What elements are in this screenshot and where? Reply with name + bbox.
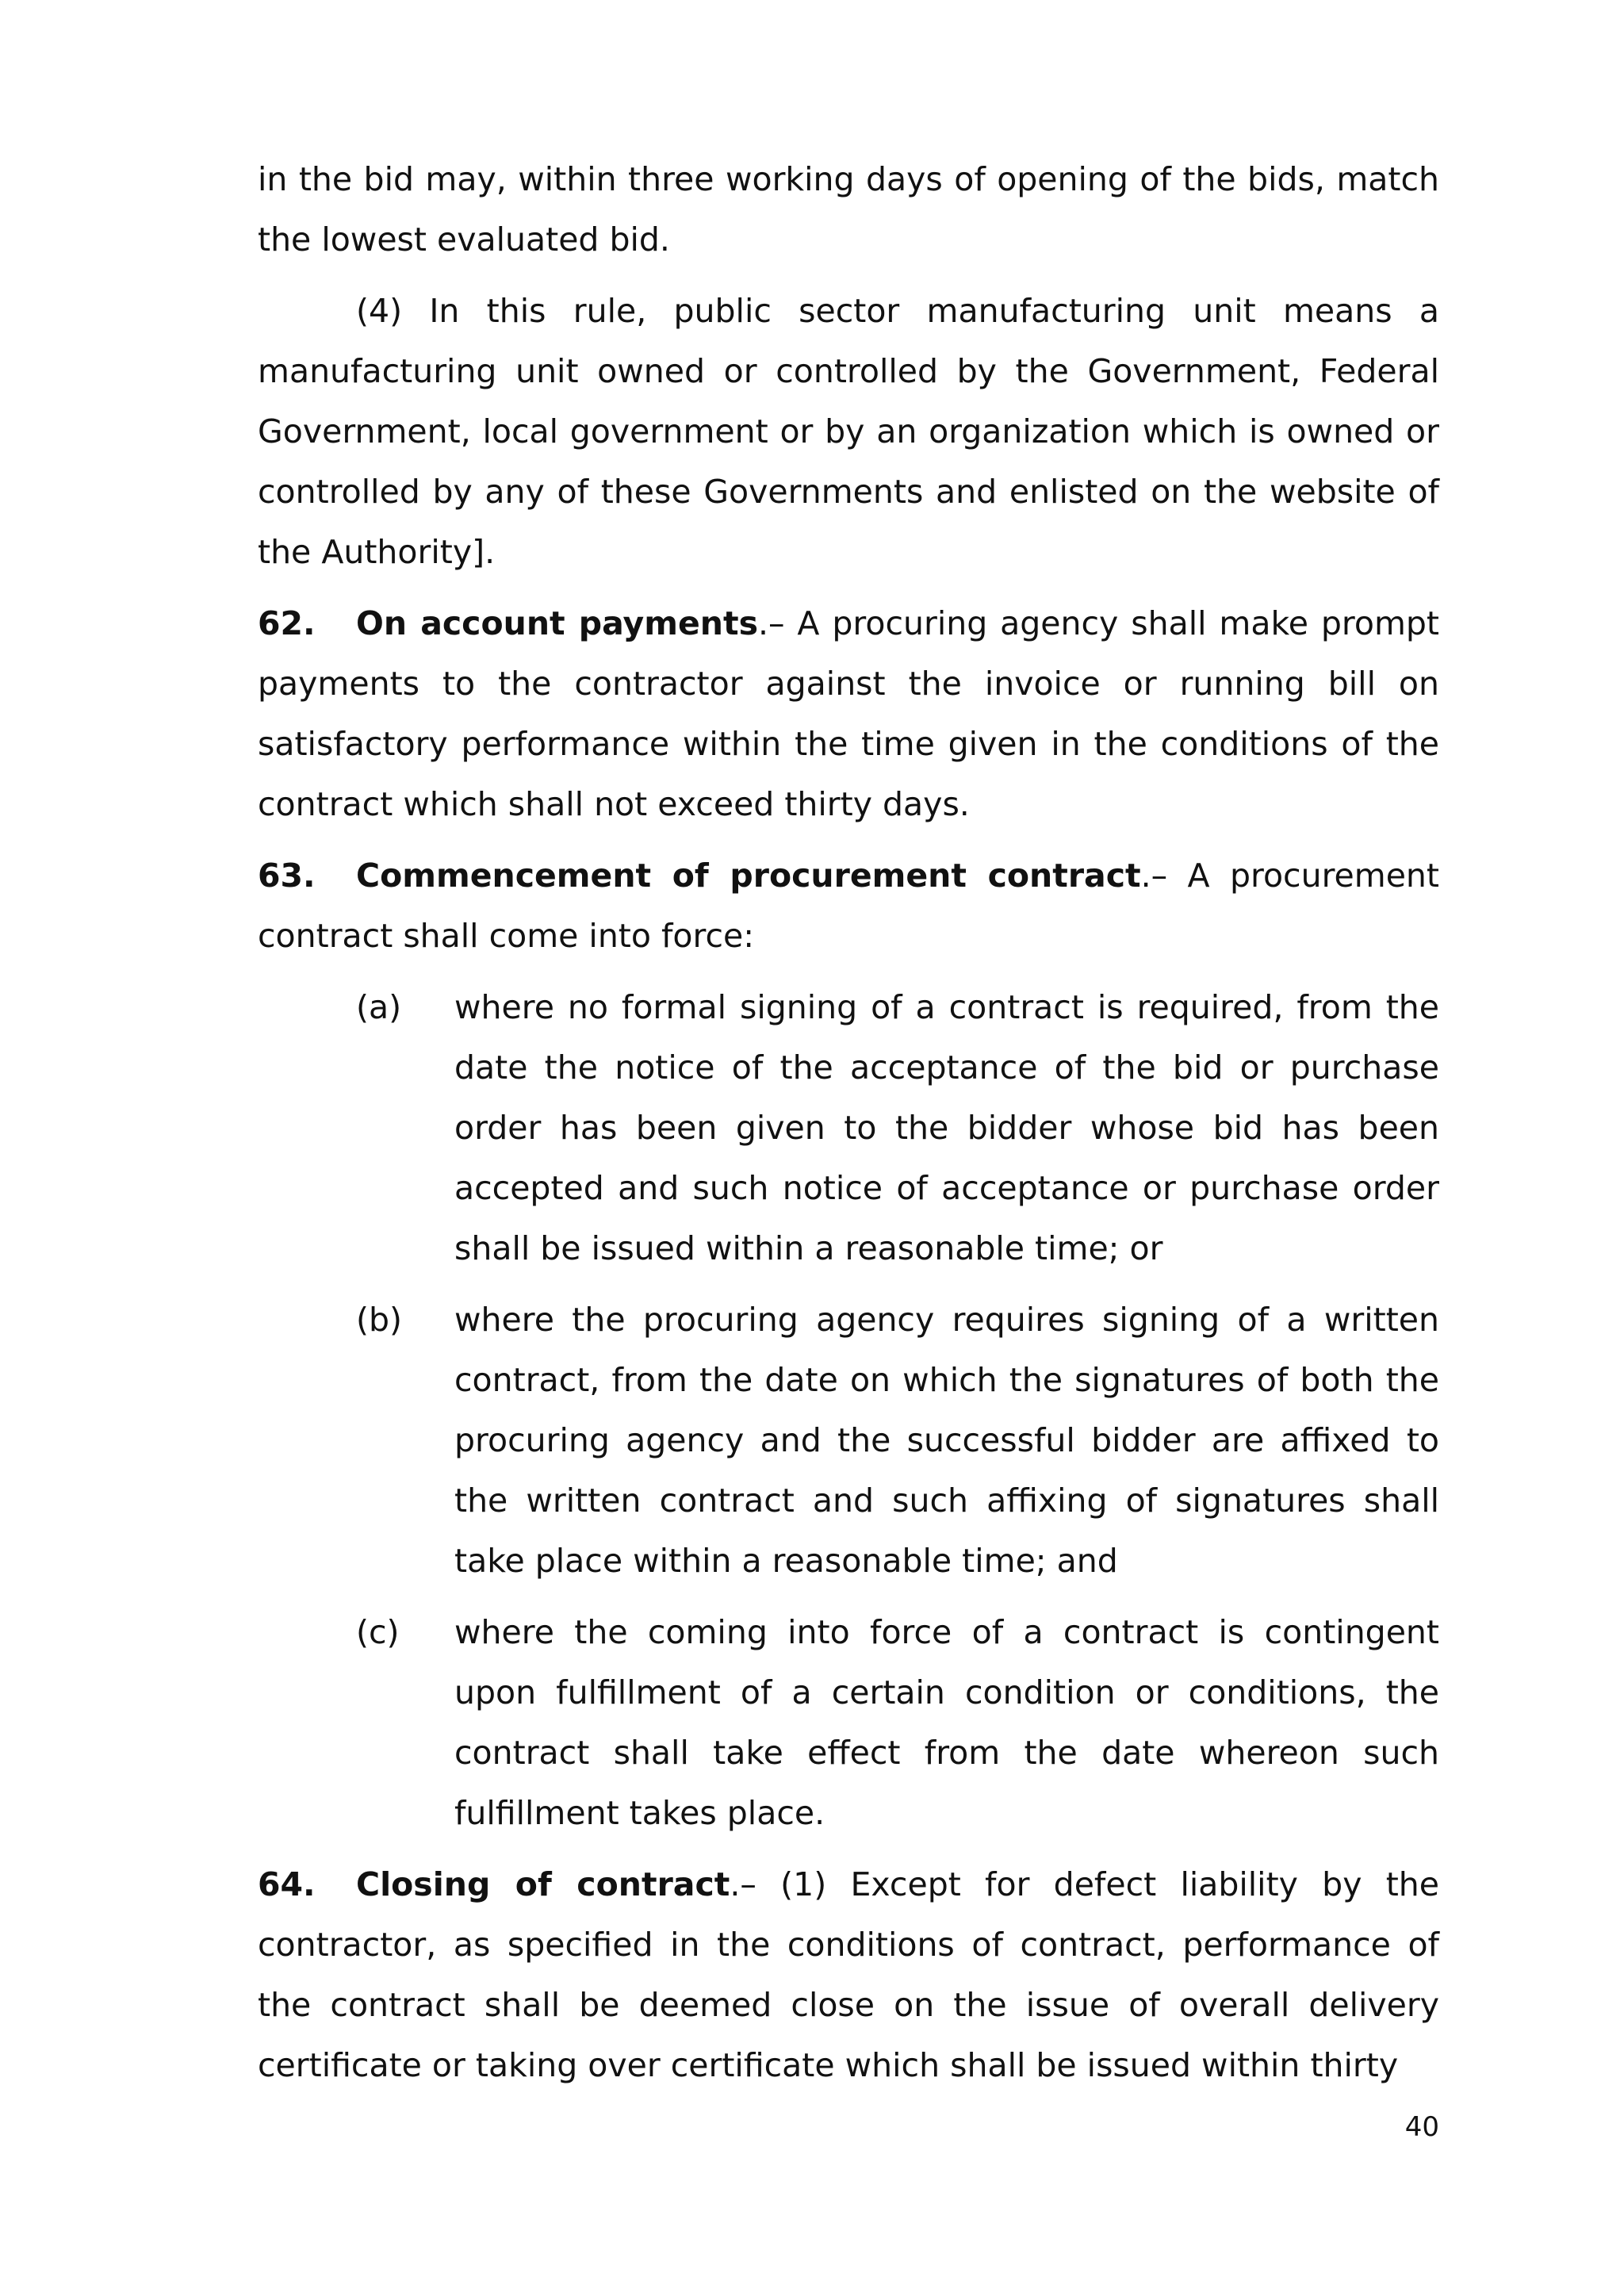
rule-63-item-a	[258, 977, 1439, 1278]
rule-62-text: .– A procuring agency shall make prompt payments to the contractor against the invoice or running bill on satisfactory performance within the time given in the conditions of the contract which shall not exceed thirty days.	[258, 604, 1439, 823]
item-label: (c)	[356, 1613, 400, 1651]
rule-63-heading: Commencement of procurement contract	[356, 857, 1141, 895]
item-label: (b)	[356, 1301, 403, 1339]
item-label: (a)	[356, 988, 402, 1026]
rule-62-heading: On account payments	[356, 604, 758, 642]
sub-rule-4-paragraph: (4) In this rule, public sector manufacturing unit means a manufacturing unit owned or controlled by the Government, Federal Government, local government or by an organization which is owned or controlled by any of these Governments and enlisted on the website of the Authority].	[258, 292, 1439, 571]
rule-64-paragraph	[258, 1854, 1439, 2095]
item-text: where the coming into force of a contract is contingent upon fulfillment of a certain condition or conditions, the contract shall take effect from the date whereon such fulfillment takes place.	[454, 1613, 1439, 1832]
rule-63-item-c	[258, 1602, 1439, 1843]
document-page	[258, 149, 1439, 2095]
rule-62-paragraph	[258, 593, 1439, 834]
continuation-paragraph: in the bid may, within three working days of opening of the bids, match the lowest evaluated bid.	[258, 160, 1439, 259]
rule-64-heading: Closing of contract	[356, 1865, 730, 1903]
rule-64-text: .– (1) Except for defect liability by the contractor, as specified in the conditions of contract, performance of the contract shall be deemed close on the issue of overall delivery certificate or taking over certificate which shall be issued within thirty	[258, 1865, 1440, 2084]
rule-63-text: .– A procurement contract shall come into force:	[258, 857, 1439, 955]
rule-62-number: 62.	[258, 604, 316, 642]
item-text: where no formal signing of a contract is required, from the date the notice of the acceptance of the bid or purchase order has been given to the bidder whose bid has been accepted and such notice of acceptance or purchase order shall be issued within a reasonable time; or	[454, 988, 1439, 1267]
rule-63-number: 63.	[258, 857, 316, 895]
rule-63-item-b	[258, 1290, 1439, 1591]
rule-63-paragraph	[258, 845, 1439, 966]
page-number: 40	[1404, 2111, 1439, 2143]
rule-64-number: 64.	[258, 1865, 316, 1903]
item-text: where the procuring agency requires signing of a written contract, from the date on which the signatures of both the procuring agency and the successful bidder are affixed to the written contract and such affixing of signatures shall take place within a reasonable time; and	[454, 1301, 1439, 1580]
